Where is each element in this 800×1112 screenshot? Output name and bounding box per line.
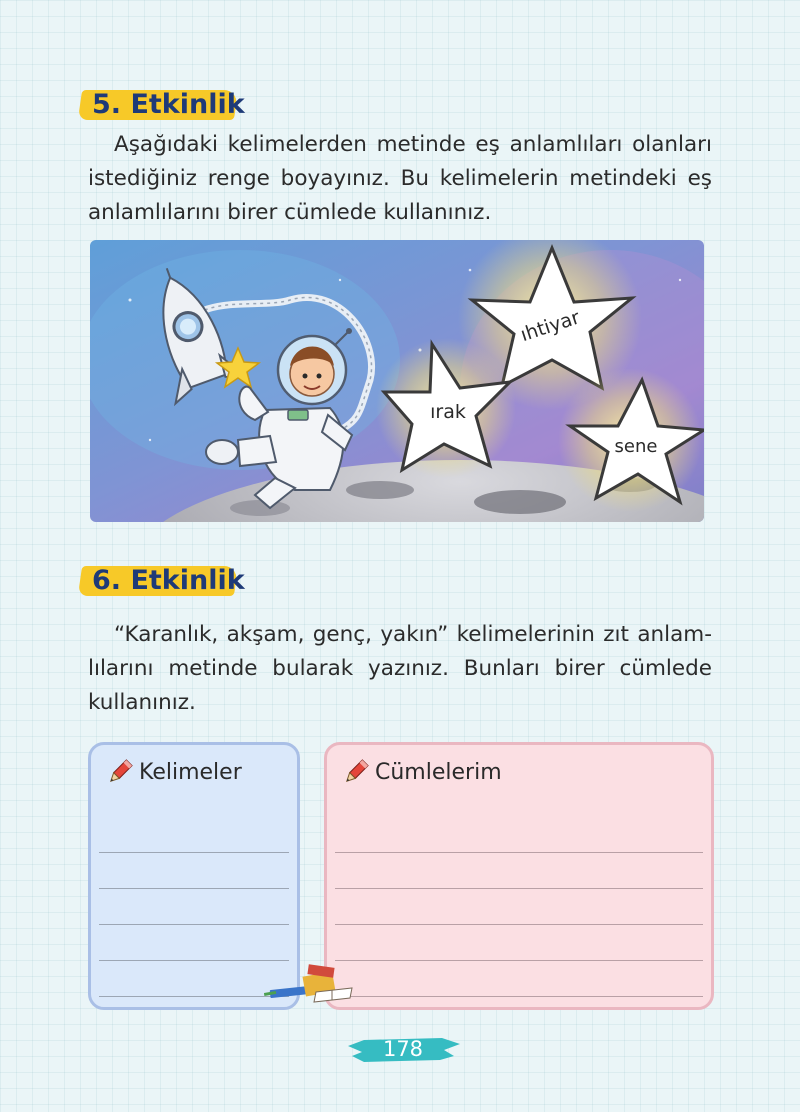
activity-5-heading [86, 84, 251, 124]
instruction-line: istediğiniz renge boyayınız. Bu kelimelerin metindeki eş [88, 166, 712, 191]
activity-6-heading [86, 560, 251, 600]
activity-5-instructions [88, 128, 712, 230]
books-icon [264, 962, 354, 1008]
cumlelerim-box [324, 742, 714, 1010]
instruction-line: anlamlılarını birer cümlede kullanınız. [88, 200, 492, 225]
box-title-text: Kelimeler [139, 759, 242, 785]
cumlelerim-title [341, 757, 502, 787]
star-word: sene [614, 436, 658, 457]
star-word: ırak [430, 401, 466, 423]
space-illustration [90, 240, 704, 522]
instruction-line: Aşağıdaki kelimelerden metinde eş anlamlıları olanları [114, 132, 712, 157]
page-number [344, 1032, 462, 1066]
activity-6-title: 6. Etkinlik [92, 564, 245, 596]
kelimeler-title [105, 757, 242, 787]
instruction-line: lılarını metinde bularak yazınız. Bunları birer cümlede [88, 656, 712, 681]
page-number-text: 178 [382, 1037, 424, 1061]
star-word: ıhtiyar [517, 306, 583, 347]
activity-5-title: 5. Etkinlik [92, 88, 245, 120]
star-irak [376, 338, 516, 478]
box-title-text: Cümlelerim [375, 759, 502, 785]
writing-lines[interactable] [99, 817, 289, 997]
pencil-icon [341, 757, 371, 787]
instruction-line: “Karanlık, akşam, genç, yakın” kelimelerinin zıt anlam- [114, 622, 712, 647]
pencil-icon [105, 757, 135, 787]
writing-lines[interactable] [335, 817, 703, 997]
instruction-line: kullanınız. [88, 690, 196, 715]
activity-6-instructions [88, 618, 712, 720]
